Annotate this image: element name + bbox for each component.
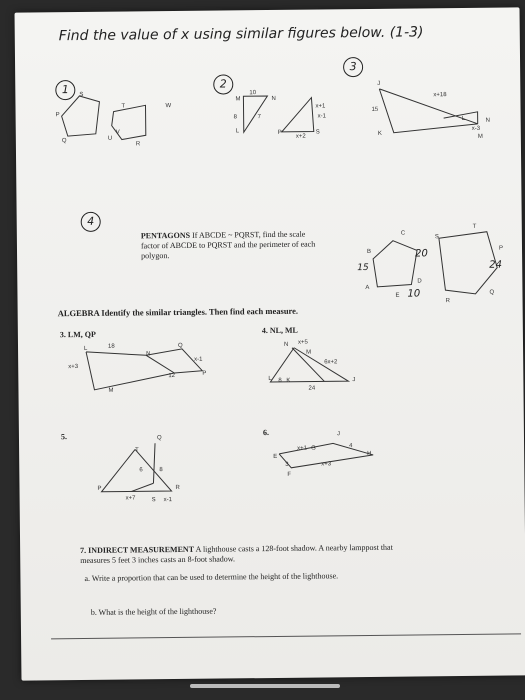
q4-label-8: 8 [278, 377, 282, 384]
pent-label-q: Q [489, 289, 495, 296]
fig1-label-r: R [135, 141, 141, 148]
fig3-label-m: M [477, 133, 483, 140]
q6-label-4: 4 [349, 443, 353, 450]
pent-label-s: S [434, 234, 439, 241]
q4-label-m: M [306, 349, 312, 356]
question-5: 5. [60, 432, 68, 442]
algebra-heading: ALGEBRA Identify the similar triangles. Then find each measure. [57, 305, 299, 319]
fig1-label-q: Q [61, 138, 67, 145]
q6-label-x-plus-1: x+1 [297, 445, 307, 452]
pent-label-e: E [395, 292, 400, 299]
fig1-label-s: S [79, 91, 84, 98]
q5-figure [95, 443, 196, 504]
pent-label-r: R [445, 298, 450, 305]
fig1-label-u: U [107, 135, 113, 142]
q5-label-r: R [175, 484, 180, 492]
pent-label-c: C [400, 230, 406, 237]
q4-label-l: L [268, 375, 272, 383]
pentagons-text: If ABCDE ~ PQRST, find the scale factor of ABCDE to PQRST and the perimeter of each polygon. [140, 229, 316, 261]
q5-label-p: P [97, 485, 102, 492]
q3-label-18: 18 [107, 343, 115, 350]
q3-label-x-minus-1: x-1 [194, 356, 203, 363]
q3-label-12: 12 [168, 373, 176, 380]
q7-part-a: a. Write a proportion that can be used to determine the height of the lighthouse. [84, 571, 339, 583]
q4-label-24: 24 [308, 385, 316, 392]
q5-label-x-plus-7: x+7 [125, 495, 136, 502]
figure-2-triangles [231, 91, 342, 152]
q4-label-k: K [286, 377, 291, 384]
pentagons-problem [141, 229, 321, 261]
pent-label-20: 20 [415, 248, 428, 260]
fig2-label-l: L [235, 128, 240, 135]
fig2-label-10: 10 [249, 90, 257, 97]
q3-label-l: L [84, 345, 88, 352]
fig2-label-n: N [271, 95, 276, 102]
question-6: 6. [262, 428, 269, 438]
problem-number-2: 2 [213, 74, 233, 94]
fig2-label-m: M [235, 96, 241, 103]
fig3-label-x-plus-18: x+18 [433, 92, 447, 99]
q6-label-3: 3 [285, 461, 289, 468]
worksheet-title: Find the value of x using similar figures below. (1-3) [58, 24, 424, 45]
problem-number-3: 3 [343, 57, 363, 77]
q7-title: 7. INDIRECT MEASUREMENT [80, 544, 195, 556]
pent-label-p: P [498, 245, 504, 252]
fig2-label-s: S [315, 129, 320, 136]
pent-label-24: 24 [489, 259, 502, 271]
page-divider [51, 633, 521, 639]
home-indicator[interactable] [190, 684, 340, 688]
fig2-label-x-minus-1: x-1 [317, 113, 326, 120]
fig2-label-x-plus-1: x+1 [315, 103, 326, 110]
problem-number-4: 4 [81, 212, 101, 232]
q6-label-f: F [287, 471, 292, 478]
q7-part-b: b. What is the height of the lighthouse? [90, 606, 217, 617]
pentagons-title: PENTAGONS [140, 230, 191, 241]
q3-label-m: M [108, 387, 114, 394]
q3-label-x-plus-3: x+3 [68, 364, 79, 371]
pent-label-t: T [472, 223, 477, 230]
pent-label-b: B [367, 248, 372, 255]
question-4: 4. NL, ML [261, 325, 298, 336]
q7-text: A lighthouse casts a 128-foot shadow. A nearby lamppost that measures 5 feet 3 inches casts an 8-foot shadow. [80, 542, 393, 566]
fig3-label-x-minus-3: x-3 [471, 125, 481, 132]
q6-label-x-plus-3: x+3 [321, 461, 332, 468]
fig1-label-v: V [115, 129, 120, 136]
figure-1-polygons [51, 85, 182, 156]
pent-label-10: 10 [407, 288, 421, 300]
fig3-label-j: J [377, 80, 381, 87]
q3-label-n: N [146, 351, 151, 358]
q5-label-x-minus-1: x-1 [163, 497, 173, 504]
q6-label-h: H [367, 450, 372, 457]
q4-label-x-plus-5: x+5 [297, 339, 308, 346]
fig3-label-15: 15 [371, 106, 379, 113]
worksheet-page [15, 7, 525, 680]
fig1-label-p: P [55, 112, 60, 119]
q4-label-6x-plus-2: 6x+2 [324, 359, 338, 366]
fig2-label-8: 8 [233, 114, 237, 121]
q5-label-6: 6 [139, 467, 143, 474]
q6-label-e: E [273, 453, 278, 460]
q3-label-p: P [202, 370, 207, 377]
q4-label-j: J [352, 377, 356, 384]
q5-label-t: T [135, 447, 139, 454]
fig2-label-7: 7 [257, 114, 261, 121]
q3-label-q: Q [177, 342, 183, 349]
q5-label-q: Q [156, 435, 162, 442]
pent-label-d: D [417, 278, 422, 285]
q4-label-n: N [283, 341, 289, 348]
fig3-label-n: N [485, 117, 491, 124]
fig2-label-x-plus-2: x+2 [295, 133, 306, 140]
fig2-label-p: P [277, 129, 282, 136]
q5-label-8: 8 [159, 467, 163, 474]
question-3: 3. LM, QP [59, 329, 96, 340]
q6-label-g: G [311, 445, 316, 452]
pent-label-15: 15 [357, 262, 369, 274]
fig3-label-k: K [377, 130, 382, 137]
q4-figure [264, 341, 365, 392]
q6-label-j: J [336, 431, 340, 438]
figure-3-triangles [373, 78, 494, 149]
question-7 [80, 542, 420, 566]
fig1-label-t: T [121, 103, 126, 110]
q5-label-s: S [151, 497, 156, 504]
fig1-label-w: W [165, 103, 172, 110]
fig3-label-l: L [461, 115, 466, 122]
problem-number-1: 1 [55, 80, 75, 100]
pent-label-a: A [365, 284, 370, 292]
